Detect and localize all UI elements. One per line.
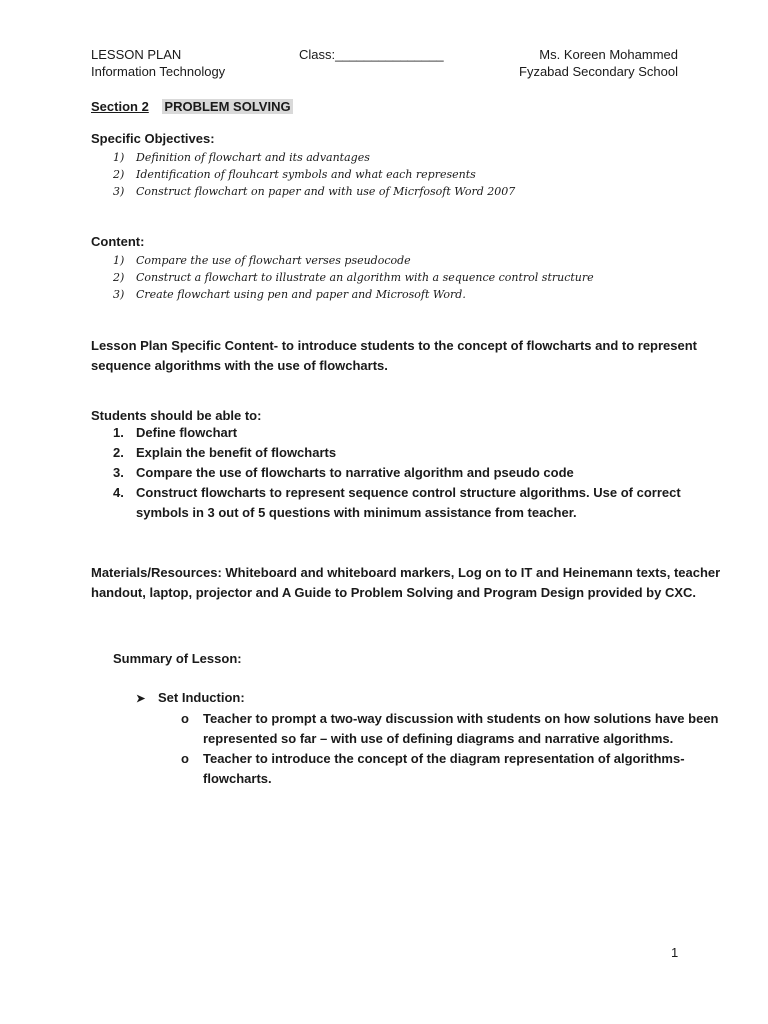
summary-point-1-line-1: Teacher to prompt a two-way discussion with students on how solutions have been xyxy=(203,711,719,726)
summary-heading: Summary of Lesson: xyxy=(113,651,242,666)
student-num-4: 4. xyxy=(113,485,124,500)
set-induction-heading: Set Induction: xyxy=(158,690,245,705)
materials-line-2: handout, laptop, projector and A Guide to Problem Solving and Program Design provided by CXC. xyxy=(91,585,697,600)
student-text-1: Define flowchart xyxy=(136,425,238,440)
objectives-heading: Specific Objectives: xyxy=(91,131,215,146)
summary-point-1-bullet-icon: o xyxy=(181,711,189,726)
student-num-1: 1. xyxy=(113,425,124,440)
content-text-3: Create flowchart using pen and paper and Microsoft Word. xyxy=(136,288,466,301)
student-text-2: Explain the benefit of flowcharts xyxy=(136,445,337,460)
student-num-2: 2. xyxy=(113,445,124,460)
header-teacher: Ms. Koreen Mohammed xyxy=(539,47,678,62)
content-num-1: 1) xyxy=(113,254,125,267)
student-text-4: Construct flowcharts to represent sequence control structure algorithms. Use of correct xyxy=(136,485,681,500)
header-subject: Information Technology xyxy=(91,64,226,79)
header-school: Fyzabad Secondary School xyxy=(519,64,678,79)
students-heading: Students should be able to: xyxy=(91,408,262,423)
summary-point-2-line-1: Teacher to introduce the concept of the diagram representation of algorithms- xyxy=(203,751,685,766)
content-num-3: 3) xyxy=(113,288,125,301)
objective-text-2: Identification of flouhcart symbols and what each represents xyxy=(136,168,476,181)
student-text-3: Compare the use of flowcharts to narrative algorithm and pseudo code xyxy=(136,465,574,480)
set-induction-bullet-icon: ➤ xyxy=(136,693,146,705)
section-number: Section 2 xyxy=(91,99,149,114)
summary-point-2-line-2: flowcharts. xyxy=(203,771,272,786)
content-text-2: Construct a flowchart to illustrate an algorithm with a sequence control structure xyxy=(136,271,594,284)
summary-point-2-bullet-icon: o xyxy=(181,751,189,766)
materials-line-1 xyxy=(91,565,720,580)
objective-num-1: 1) xyxy=(113,151,125,164)
content-num-2: 2) xyxy=(113,271,125,284)
summary-point-1-line-2: represented so far – with use of defining diagrams and narrative algorithms. xyxy=(203,731,674,746)
objective-text-3: Construct flowchart on paper and with use of Micrfosoft Word 2007 xyxy=(136,185,516,198)
objective-num-3: 3) xyxy=(113,185,125,198)
header-class: Class:_______________ xyxy=(299,47,444,62)
specific-content-line-2: sequence algorithms with the use of flowcharts. xyxy=(91,358,388,373)
specific-content-line-1: Lesson Plan Specific Content- to introduce students to the concept of flowcharts and to represent xyxy=(91,338,698,353)
content-heading: Content: xyxy=(91,234,145,249)
content-text-1: Compare the use of flowchart verses pseudocode xyxy=(136,254,411,267)
header-lesson-plan: LESSON PLAN xyxy=(91,47,182,62)
materials-label: Materials/Resources: xyxy=(91,565,222,580)
section-title: PROBLEM SOLVING xyxy=(164,99,291,114)
student-num-3: 3. xyxy=(113,465,124,480)
materials-text-1: Whiteboard and whiteboard markers, Log on to IT and Heinemann texts, teacher xyxy=(221,565,721,580)
section-heading xyxy=(91,99,293,114)
objective-num-2: 2) xyxy=(113,168,125,181)
objective-text-1: Definition of flowchart and its advantages xyxy=(136,151,370,164)
page-number: 1 xyxy=(671,945,679,960)
student-text-4-continued: symbols in 3 out of 5 questions with minimum assistance from teacher. xyxy=(136,505,577,520)
